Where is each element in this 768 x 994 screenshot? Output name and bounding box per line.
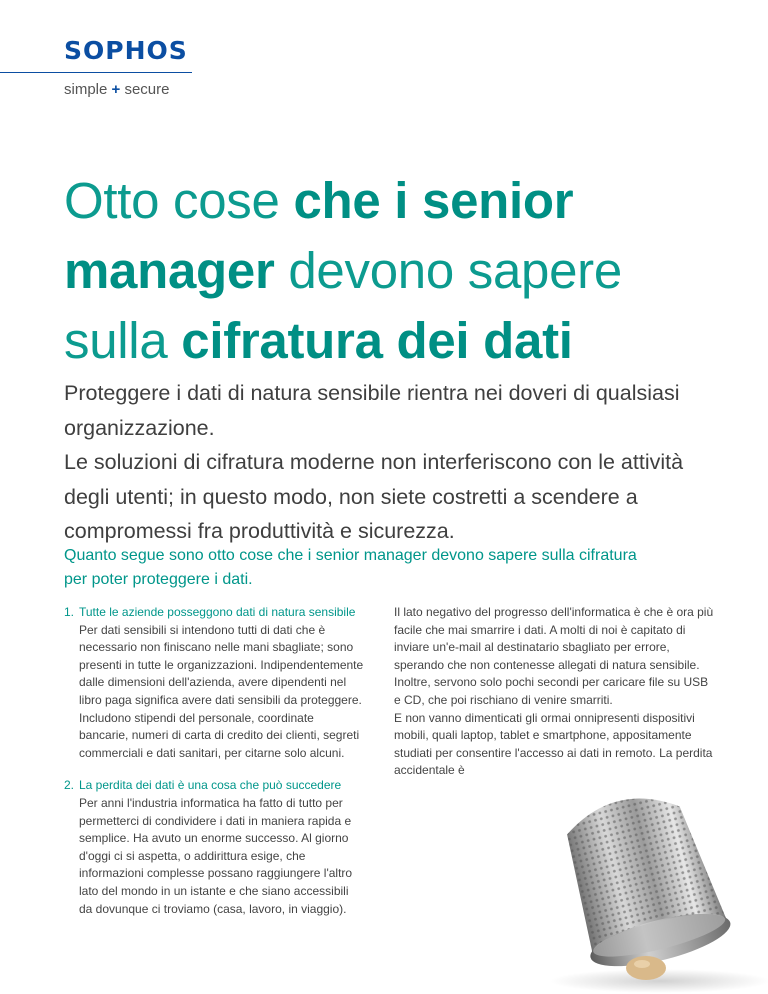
intro <box>64 376 714 549</box>
page-title <box>64 166 704 376</box>
list-item <box>64 777 364 918</box>
tagline-plus: + <box>111 81 121 98</box>
tagline-secure: secure <box>124 81 170 98</box>
intro-paragraph-1: Proteggere i dati di natura sensibile rientra nei doveri di qualsiasi organizzazione. <box>64 381 680 440</box>
tagline <box>64 81 170 98</box>
sophos-logo: SOPHOS <box>64 36 188 65</box>
item-body: Per anni l'industria informatica ha fatto di tutto per permetterci di condividere i dati in maniera rapida e semplice. Ha avuto un enorme successo. Al giorno d'oggi ci si aspetta, o addirittura esige, che informazioni complesse possano raggiungere l'altro lato del mondo in un istante e che siano accessibili da dovunque ci troviamo (casa, lavoro, in viaggio). <box>79 795 353 916</box>
right-paragraph-1: Il lato negativo del progresso dell'informatica è che è ora più facile che mai smarrire i dati. A molti di noi è capitato di inviare un'e-mail al destinatario sbagliato per errore, sperando che non contenesse allegati di natura sensibile. Inoltre, servono solo pochi secondi per caricare file su USB e CD, che poi rischiano di venire smarriti. <box>394 605 714 707</box>
left-column <box>64 604 364 933</box>
tagline-simple: simple <box>64 81 108 98</box>
title-part-4: cifratura dei dati <box>181 312 573 369</box>
lead-paragraph: Quanto segue sono otto cose che i senior manager devono sapere sulla cifratura per poter proteggere i dati. <box>64 547 637 588</box>
right-column <box>394 604 714 780</box>
item-number: 1. <box>64 605 75 619</box>
title-part-1: Otto cose <box>64 172 294 229</box>
item-number: 2. <box>64 778 75 793</box>
thimble-image <box>520 776 768 994</box>
title-part-3: devono sapere sulla <box>64 242 622 369</box>
right-paragraph-2: E non vanno dimenticati gli ormai onnipresenti dispositivi mobili, quali laptop, tablet e smartphone, appositamente studiati per consentire l'accesso ai dati in remoto. La perdita accidentale è <box>394 710 713 778</box>
intro-paragraph-2: Le soluzioni di cifratura moderne non interferiscono con le attività degli utenti; in questo modo, non siete costretti a scendere a compromessi fra produttività e sicurezza. <box>64 450 684 543</box>
list-item <box>64 604 364 762</box>
item-body: Per dati sensibili si intendono tutti di dati che è necessario non finiscano nelle mani sbagliate; sono presenti in tutte le organizzazioni. Indipendentemente dalle dimensioni dell'azienda, avere dipendenti nel libro paga significa avere dati sensibili da proteggere. Includono stipendi del personale, coordinate bancarie, numeri di carta di credito dei clienti, segreti commerciali e dati sanitari, per citarne solo alcuni. <box>79 622 364 760</box>
item-heading: La perdita dei dati è una cosa che può succedere <box>79 778 342 793</box>
title-part-2: che i senior manager <box>64 172 574 299</box>
item-heading: Tutte le aziende posseggono dati di natura sensibile <box>79 605 356 619</box>
header-divider <box>0 72 192 73</box>
